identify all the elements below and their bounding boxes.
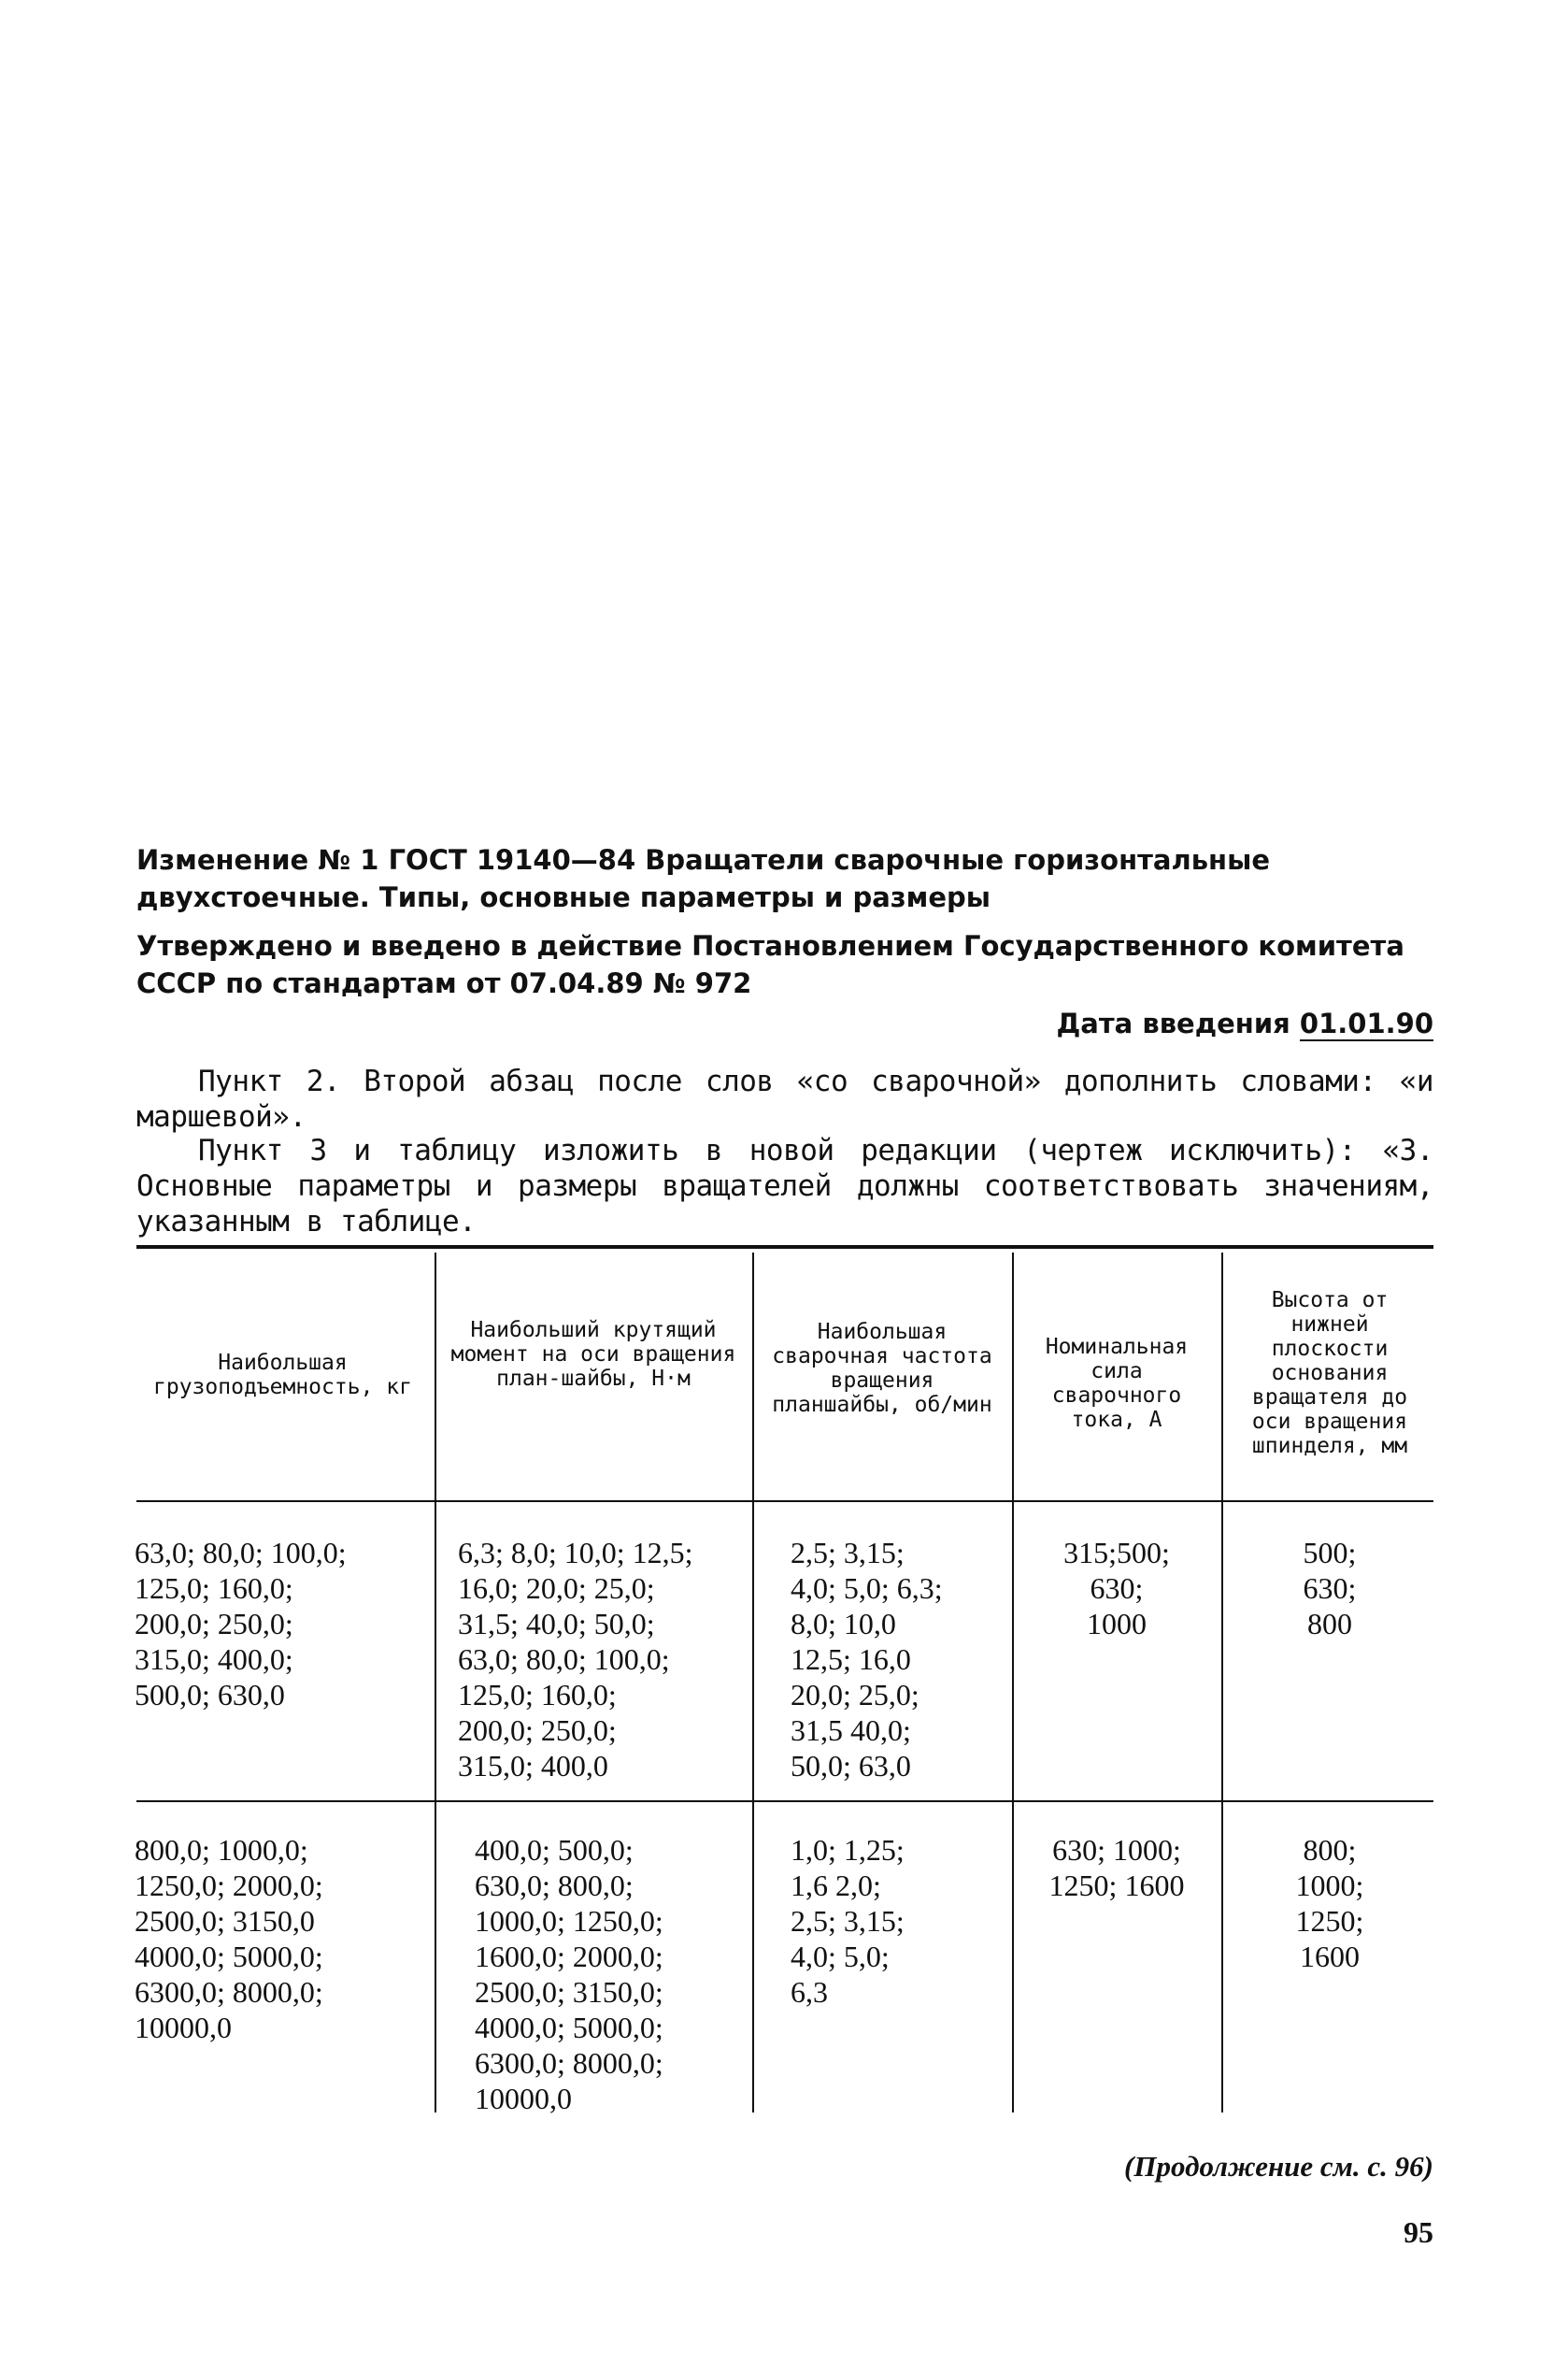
approval-statement: Утверждено и введено в действие Постановлением Государственного комитета СССР по стандартам от 07.04.89 № 972 <box>136 930 1404 999</box>
paragraph-point-2: Пункт 2. Второй абзац после слов «со сварочной» дополнить словами: «и маршевой». <box>136 1065 1433 1134</box>
table-cell: 1,0; 1,25; 1,6 2,0; 2,5; 3,15; 4,0; 5,0; 6,3 <box>791 1833 905 2009</box>
table-cell: 400,0; 500,0; 630,0; 800,0; 1000,0; 1250,0; 1600,0; 2000,0; 2500,0; 3150,0; 4000,0; 5000,0; 6300,0; 8000,0; 10000,0 <box>475 1833 663 2115</box>
table-cell: 630; 1000; 1250; 1600 <box>1048 1833 1185 1902</box>
column-divider <box>752 1253 754 2112</box>
table-cell: 6,3; 8,0; 10,0; 12,5; 16,0; 20,0; 25,0; 31,5; 40,0; 50,0; 63,0; 80,0; 100,0; 125,0; 160,0; 200,0; 250,0; 315,0; 400,0 <box>458 1536 693 1783</box>
table-cell: 800,0; 1000,0; 1250,0; 2000,0; 2500,0; 3150,0 4000,0; 5000,0; 6300,0; 8000,0; 10000,0 <box>135 1833 323 2044</box>
paragraph-point-3: Пункт 3 и таблицу изложить в новой редакции (чертеж исключить): «3. Основные параметры и размеры вращателей должны соответствовать значениям, указанным в таблице. <box>136 1134 1433 1239</box>
document-title: Изменение № 1 ГОСТ 19140—84 Вращатели сварочные горизонтальные двухстоечные. Типы, основные параметры и размеры <box>136 844 1270 913</box>
header-rotation-speed: Наибольшая сварочная частота вращения планшайбы, об/мин <box>772 1320 992 1417</box>
table-cell: 500; 630; 800 <box>1303 1536 1357 1640</box>
header-torque: Наибольший крутящий момент на оси вращения план-шайбы, Н·м <box>450 1318 736 1391</box>
column-divider <box>435 1253 436 2112</box>
table-top-rule <box>136 1245 1433 1249</box>
header-spindle-height: Высота от нижней плоскости основания вращателя до оси вращения шпинделя, мм <box>1251 1288 1408 1458</box>
column-divider <box>1012 1253 1014 2112</box>
table-row-divider <box>136 1800 1433 1802</box>
page-number: 95 <box>1404 2215 1433 2249</box>
table-cell: 315;500; 630; 1000 <box>1063 1536 1170 1640</box>
header-welding-current: Номинальная сила сварочного тока, А <box>1045 1335 1189 1432</box>
header-load-capacity: Наибольшая грузоподъемность, кг <box>153 1351 412 1399</box>
effective-date-label: Дата введения <box>1056 1008 1290 1039</box>
table-cell: 63,0; 80,0; 100,0; 125,0; 160,0; 200,0; 250,0; 315,0; 400,0; 500,0; 630,0 <box>135 1536 347 1711</box>
table-header-rule <box>136 1500 1433 1502</box>
continuation-note: (Продолжение см. с. 96) <box>1124 2150 1433 2183</box>
column-divider <box>1221 1253 1223 2112</box>
effective-date-line <box>136 1008 1433 1039</box>
table-cell: 800; 1000; 1250; 1600 <box>1295 1833 1364 1973</box>
table-cell: 2,5; 3,15; 4,0; 5,0; 6,3; 8,0; 10,0 12,5; 16,0 20,0; 25,0; 31,5 40,0; 50,0; 63,0 <box>791 1536 943 1783</box>
effective-date-value: 01.01.90 <box>1299 1008 1433 1039</box>
